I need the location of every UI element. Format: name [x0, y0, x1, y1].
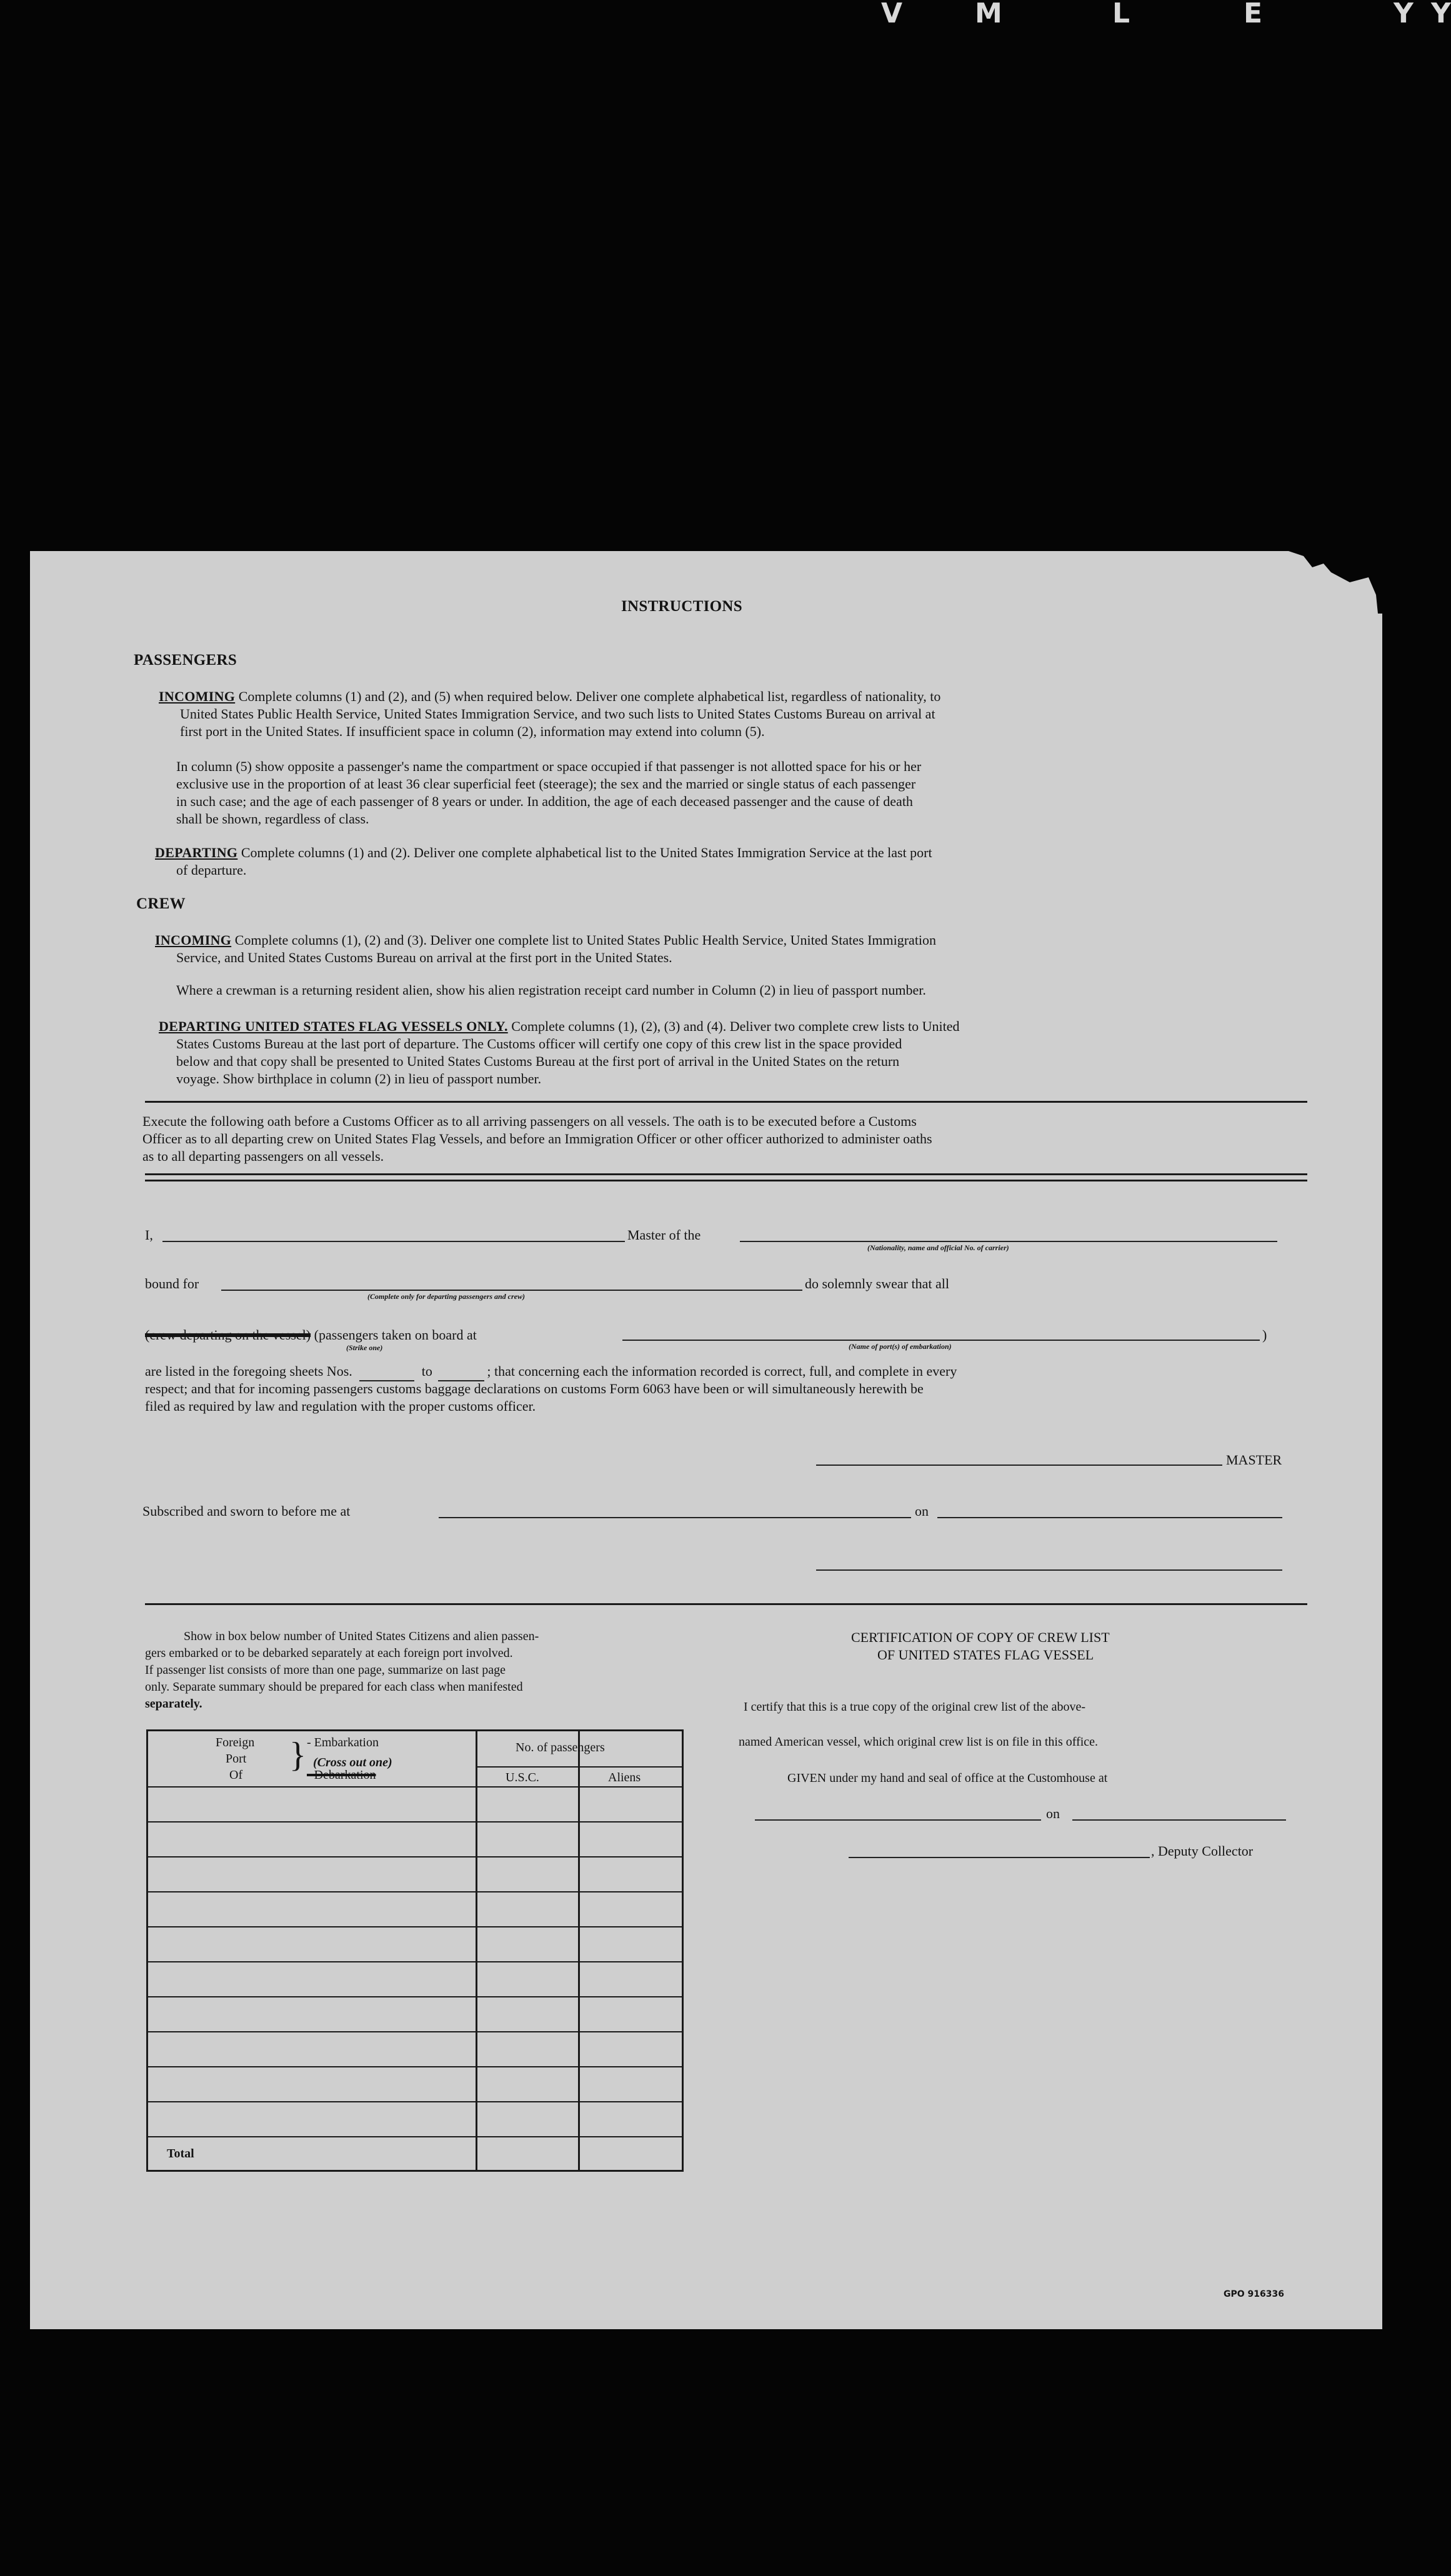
certification-text-line-3: GIVEN under my hand and seal of office at the Customhouse at	[787, 1771, 1108, 1785]
page-title: INSTRUCTIONS	[621, 598, 742, 615]
passengers-departing-text: Complete columns (1) and (2). Deliver one complete alphabetical list to the United States Immigration Service at the last port	[241, 845, 932, 860]
swear-text: do solemnly swear that all	[805, 1276, 949, 1291]
crew-incoming-line-1	[155, 931, 936, 949]
master-of-label: Master of the	[627, 1227, 701, 1243]
oath-intro-line-1: Execute the following oath before a Customs Officer as to all arriving passengers on all vessels. The oath is to be executed before a Customs	[142, 1113, 917, 1129]
embarkation-ports-field[interactable]	[622, 1340, 1260, 1341]
crew-flag-line-3: below and that copy shall be presented to United States Customs Bureau at the first port of arrival in the United States on the return	[176, 1053, 900, 1069]
usc-header: U.S.C.	[506, 1771, 539, 1784]
deputy-collector-label: , Deputy Collector	[1151, 1843, 1254, 1859]
crew-flag-line-2: States Customs Bureau at the last port of departure. The Customs officer will certify one copy of this crew list in the space provided	[176, 1036, 902, 1052]
complete-caption: (Complete only for departing passengers and crew)	[367, 1292, 525, 1301]
table-column-divider	[476, 1731, 477, 2170]
foreign-label: Foreign	[216, 1736, 255, 1749]
certification-text-line-2: named American vessel, which original crew list is on file in this office.	[739, 1735, 1099, 1749]
oath-intro-line-3: as to all departing passengers on all vessels.	[142, 1148, 384, 1164]
column5-line-1: In column (5) show opposite a passenger's name the compartment or space occupied if that passenger is not allotted space for his or her	[176, 758, 922, 774]
certification-date-field[interactable]	[1072, 1819, 1286, 1821]
listed-line-2: respect; and that for incoming passengers customs baggage declarations on customs Form 6063 have been or will simultaneously herewith be	[145, 1381, 924, 1396]
table-row	[148, 1891, 682, 1892]
close-paren: )	[1262, 1327, 1267, 1343]
aliens-header: Aliens	[608, 1771, 641, 1784]
table-row	[148, 1961, 682, 1962]
cross-out-caption: (Cross out one)	[313, 1756, 392, 1769]
film-mark: M	[975, 0, 1002, 29]
certification-title-line-1: CERTIFICATION OF COPY OF CREW LIST	[851, 1629, 1110, 1645]
crew-alien-note: Where a crewman is a returning resident alien, show his alien registration receipt card number in Column (2) in lieu of passport number.	[176, 982, 926, 998]
crew-passenger-line	[145, 1326, 477, 1344]
passenger-summary-table	[146, 1729, 684, 2172]
gpo-code: GPO 916336	[1224, 2289, 1284, 2299]
sheet-to-field[interactable]	[438, 1362, 484, 1381]
port-label: Port	[226, 1752, 247, 1766]
column5-line-2: exclusive use in the proportion of at least 36 clear superficial feet (steerage); the sex and the married or single status of each passenger	[176, 776, 916, 792]
crew-heading: CREW	[136, 895, 186, 912]
passengers-heading: PASSENGERS	[134, 652, 237, 669]
sworn-date-field[interactable]	[937, 1517, 1282, 1518]
film-mark: Y	[1431, 0, 1451, 29]
total-label: Total	[167, 2147, 194, 2161]
listed-to-label: to	[421, 1363, 432, 1379]
summary-intro-line-2: gers embarked or to be debarked separately at each foreign port involved.	[145, 1646, 513, 1660]
certification-on-label: on	[1046, 1806, 1060, 1821]
nationality-caption: (Nationality, name and official No. of carrier)	[867, 1243, 1009, 1252]
customhouse-field[interactable]	[755, 1819, 1041, 1821]
table-row	[148, 1996, 682, 1997]
passengers-incoming-text: Complete columns (1) and (2), and (5) when required below. Deliver one complete alphabetical list, regardless of nationality, to	[238, 689, 941, 704]
passengers-taken-label: (passengers taken on board at	[314, 1327, 477, 1343]
summary-intro-line-5: separately.	[145, 1697, 202, 1711]
listed-line-1	[145, 1362, 957, 1381]
table-subheader-divider	[477, 1766, 682, 1768]
crew-incoming-text: Complete columns (1), (2) and (3). Deliver one complete list to United States Public Health Service, United States Immigration	[234, 932, 937, 948]
carrier-field[interactable]	[740, 1241, 1277, 1242]
ports-caption: (Name of port(s) of embarkation)	[849, 1342, 952, 1351]
summary-intro-line-4: only. Separate summary should be prepared for each class when manifested	[145, 1680, 523, 1694]
passengers-departing-label: DEPARTING	[155, 845, 238, 860]
listed-text-b: ; that concerning each the information recorded is correct, full, and complete in every	[487, 1363, 957, 1379]
bound-for-field[interactable]	[221, 1290, 802, 1291]
divider	[145, 1101, 1307, 1103]
film-mark: V	[881, 0, 903, 29]
embarkation-option: - Embarkation	[307, 1736, 379, 1749]
sworn-on-label: on	[915, 1503, 929, 1519]
table-row	[148, 1821, 682, 1823]
passengers-departing-line-1	[155, 843, 932, 862]
crew-incoming-label: INCOMING	[155, 932, 232, 948]
table-row	[148, 1926, 682, 1927]
certification-text-line-1: I certify that this is a true copy of the original crew list of the above-	[744, 1700, 1086, 1714]
certification-title-line-2: OF UNITED STATES FLAG VESSEL	[877, 1647, 1094, 1663]
of-label: Of	[229, 1768, 243, 1782]
passengers-incoming-line-2: United States Public Health Service, United States Immigration Service, and two such lists to United States Customs Bureau on arrival at	[180, 706, 935, 722]
column5-line-3: in such case; and the age of each passenger of 8 years or under. In addition, the age of each deceased passenger and the cause of death	[176, 793, 913, 809]
crew-flag-text: Complete columns (1), (2), (3) and (4). Deliver two complete crew lists to United	[511, 1018, 960, 1034]
divider	[145, 1173, 1307, 1175]
no-passengers-header: No. of passengers	[516, 1741, 605, 1754]
crew-flag-line-4: voyage. Show birthplace in column (2) in lieu of passport number.	[176, 1071, 542, 1087]
sheet-from-field[interactable]	[359, 1362, 414, 1381]
table-column-divider	[578, 1731, 580, 2170]
film-mark: E	[1244, 0, 1263, 29]
passengers-incoming-label: INCOMING	[159, 689, 236, 704]
passengers-incoming-line-1	[159, 687, 940, 705]
table-row	[148, 2136, 682, 2137]
divider	[145, 1180, 1307, 1181]
table-row	[148, 2066, 682, 2067]
passengers-incoming-line-3: first port in the United States. If insufficient space in column (2), information may extend into column (5).	[180, 724, 765, 739]
crew-flag-label: DEPARTING UNITED STATES FLAG VESSELS ONLY.	[159, 1018, 508, 1034]
table-row	[148, 2031, 682, 2032]
sworn-place-field[interactable]	[439, 1517, 911, 1518]
officer-signature-field[interactable]	[816, 1569, 1282, 1571]
strike-caption: (Strike one)	[346, 1343, 383, 1352]
oath-intro-line-2: Officer as to all departing crew on United States Flag Vessels, and before an Immigration Officer or other officer authorized to administer oaths	[142, 1131, 932, 1146]
divider	[145, 1603, 1307, 1605]
bound-for-label: bound for	[145, 1276, 199, 1291]
crew-incoming-line-2: Service, and United States Customs Bureau on arrival at the first port in the United States.	[176, 950, 672, 965]
film-edge-marks	[0, 0, 1451, 37]
table-row	[148, 1786, 682, 1788]
torn-corner	[1275, 551, 1387, 614]
column5-line-4: shall be shown, regardless of class.	[176, 811, 369, 827]
crew-flag-line-1	[159, 1017, 960, 1035]
deputy-signature-field[interactable]	[849, 1857, 1150, 1858]
crew-struck-option: (crew departing on the vessel)	[145, 1327, 311, 1343]
summary-intro-line-1: Show in box below number of United States Citizens and alien passen-	[184, 1629, 539, 1643]
passengers-departing-line-2: of departure.	[176, 862, 247, 878]
debarkation-option: - Debarkation	[307, 1768, 376, 1782]
film-mark: Y	[1394, 0, 1414, 29]
master-name-field[interactable]	[162, 1241, 625, 1242]
listed-line-3: filed as required by law and regulation with the proper customs officer.	[145, 1398, 536, 1414]
master-label: MASTER	[1226, 1452, 1282, 1468]
oath-i-label: I,	[145, 1227, 153, 1243]
subscribed-label: Subscribed and sworn to before me at	[142, 1503, 351, 1519]
summary-intro-line-3: If passenger list consists of more than one page, summarize on last page	[145, 1663, 506, 1677]
film-mark: L	[1112, 0, 1130, 29]
master-signature-field[interactable]	[816, 1465, 1222, 1466]
table-row	[148, 2101, 682, 2102]
brace: }	[289, 1736, 306, 1774]
table-row	[148, 1856, 682, 1857]
listed-text-a: are listed in the foregoing sheets Nos.	[145, 1363, 352, 1379]
